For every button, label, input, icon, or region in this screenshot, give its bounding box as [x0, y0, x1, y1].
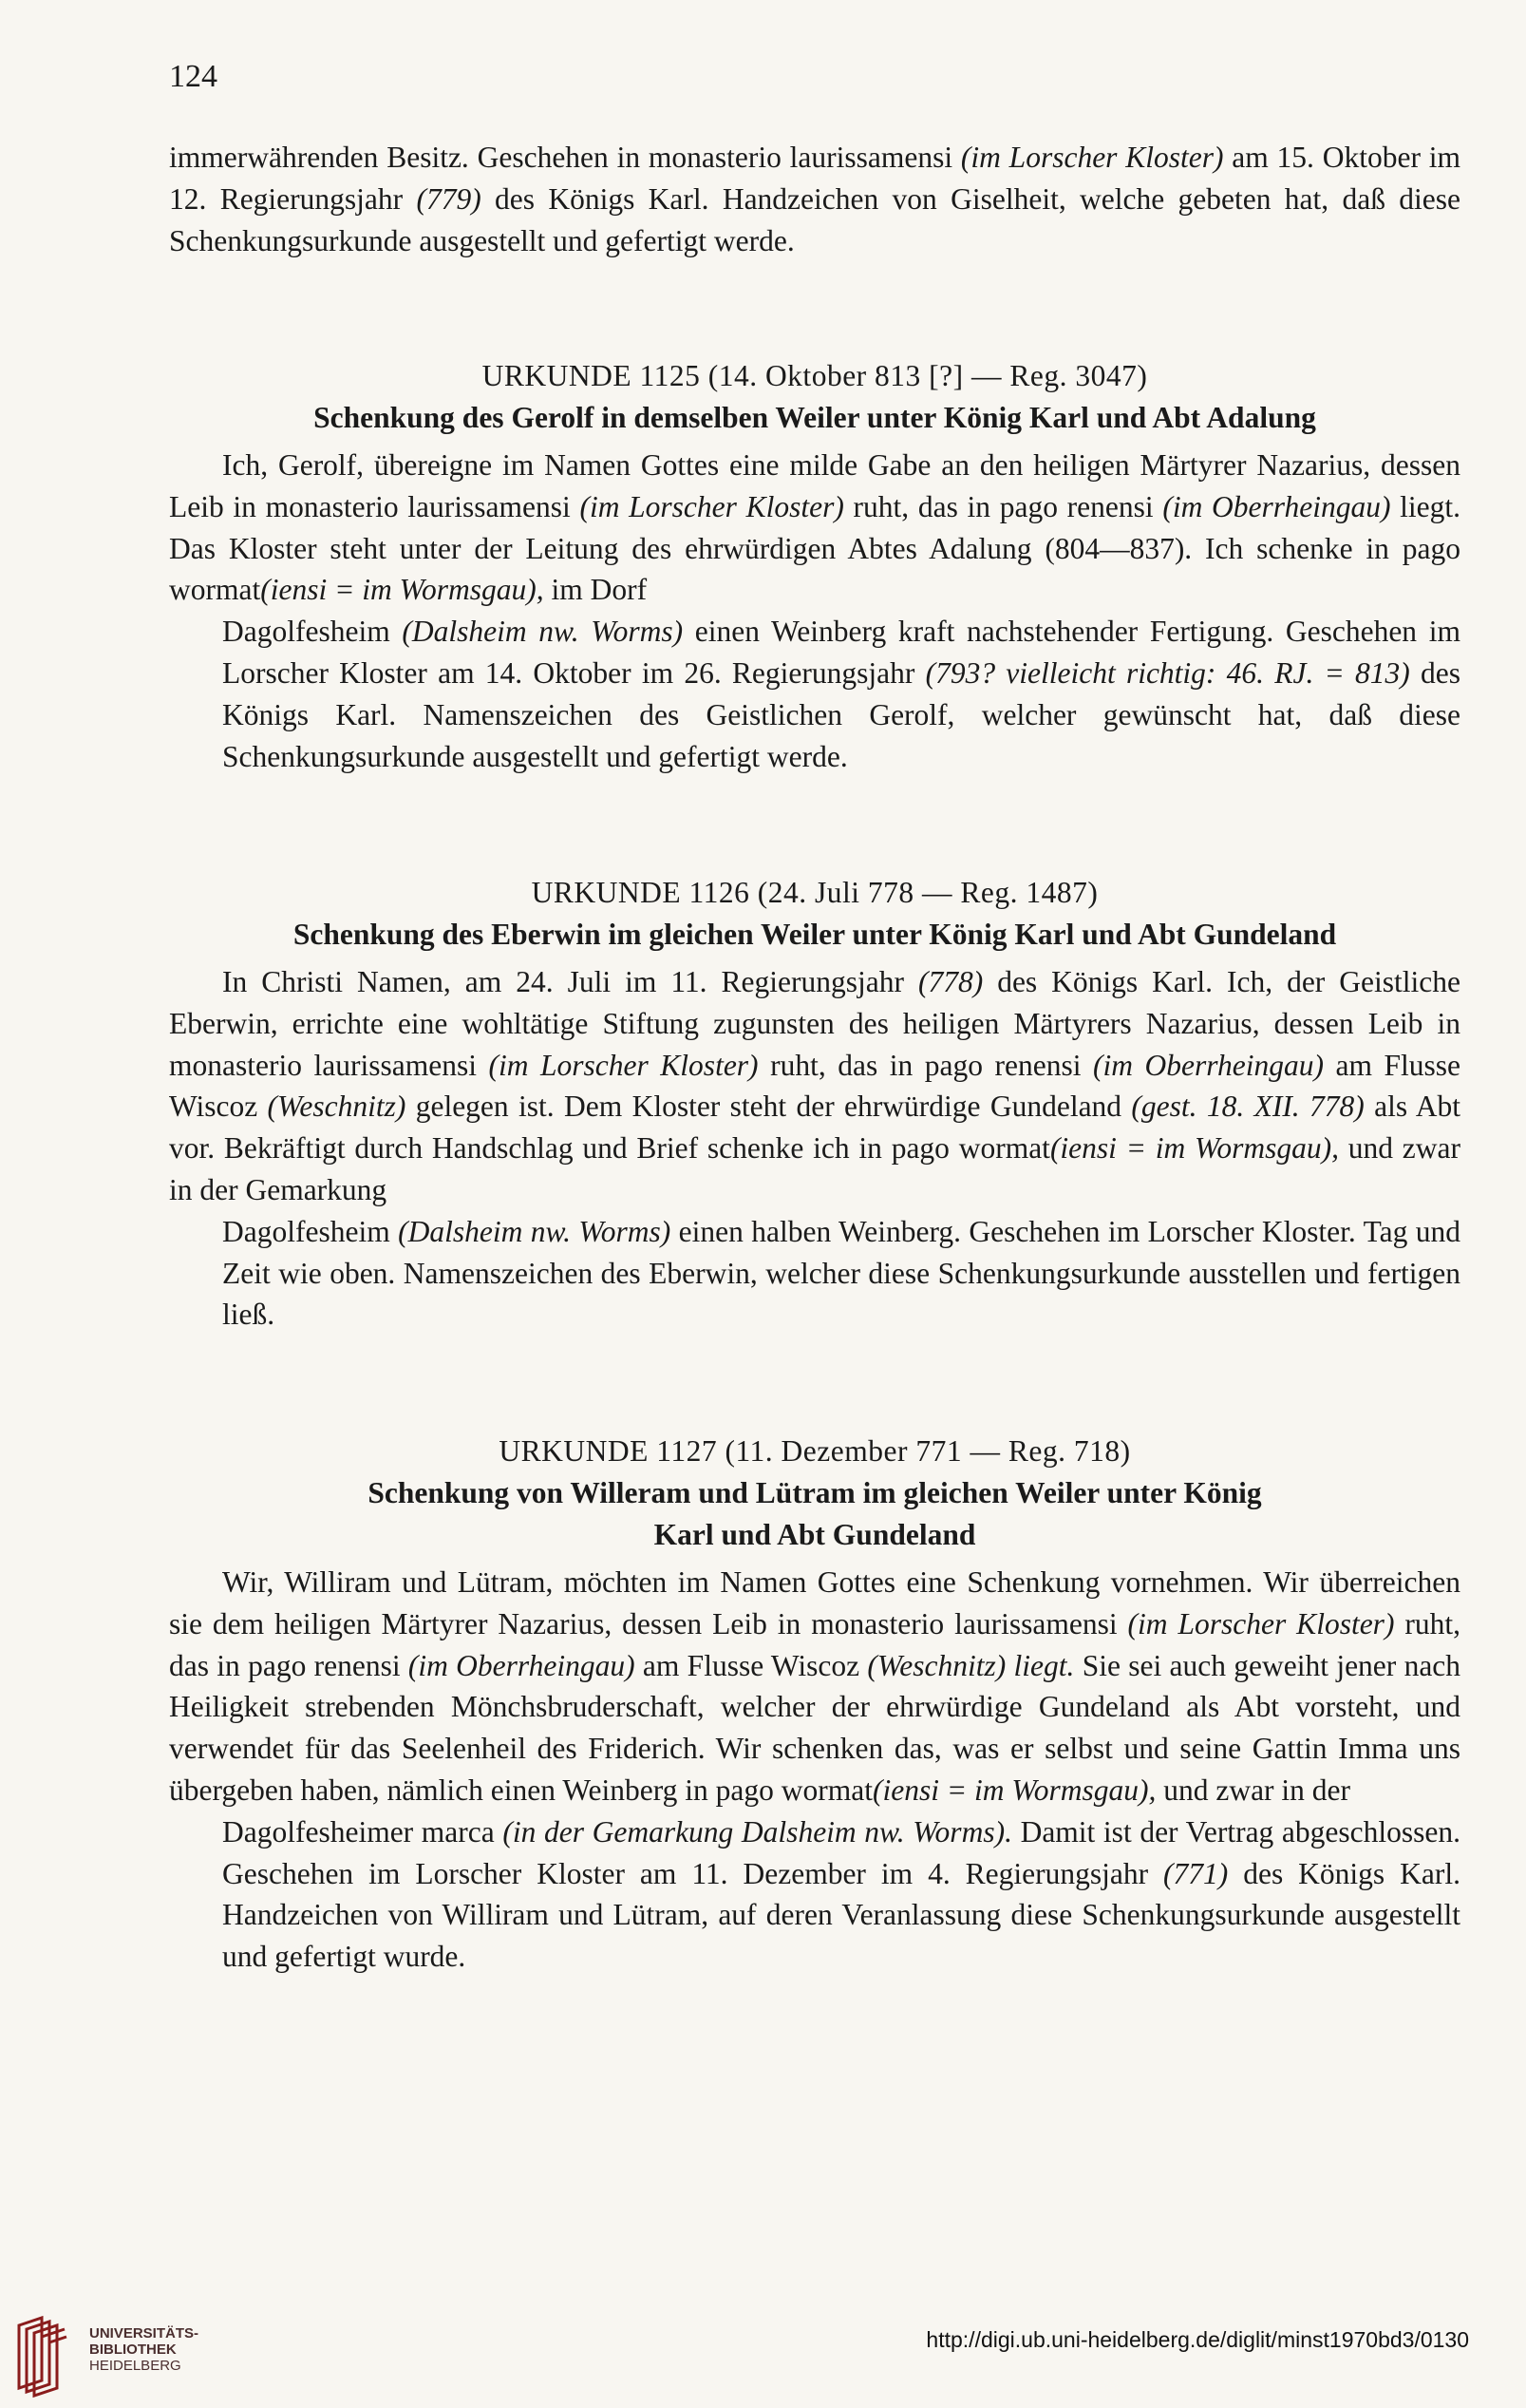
logo-graphic [13, 2314, 72, 2399]
editorial-note: (iensi = im Wormsgau), [260, 573, 544, 607]
urkunde-1126-body [169, 961, 1460, 1336]
urkunde-1125-subheading: Schenkung des Gerolf in demselben Weiler unter König Karl und Abt Adalung [313, 401, 1316, 434]
source-url-link[interactable]: http://digi.ub.uni-heidelberg.de/diglit/minst1970bd3/0130 [926, 2327, 1469, 2352]
paragraph: Dagolfesheim (Dalsheim nw. Worms) einen halben Weinberg. Geschehen im Lorscher Kloster. Tag und Zeit wie oben. Namenszeichen des Eberwin, welcher diese Schenkungsurkunde ausstellen und fertigen ließ. [222, 1214, 1460, 1332]
urkunde-1126-subheading: Schenkung des Eberwin im gleichen Weiler unter König Karl und Abt Gundeland [292, 918, 1337, 951]
urkunde-1125-heading: URKUNDE 1125 (14. Oktober 813 [?] — Reg. 3047) [481, 359, 1148, 392]
editorial-note: (gest. 18. XII. 778) [1131, 1090, 1365, 1124]
editorial-note: (im Lorscher Kloster) [1127, 1606, 1395, 1640]
editorial-note: (im Lorscher Kloster) [579, 489, 844, 523]
editorial-note: (im Lorscher Kloster) [488, 1048, 759, 1082]
editorial-note: (771) [1163, 1856, 1229, 1890]
library-name [89, 2325, 198, 2374]
editorial-note: (iensi = im Wormsgau), [1049, 1131, 1339, 1166]
library-name-line1: UNIVERSITÄTS- [89, 2325, 199, 2342]
paragraph: Ich, Gerolf, übereigne im Namen Gottes eine milde Gabe an den heiligen Märtyrer Nazarius, dessen Leib in monasterio laurissamensi (im Lorscher Kloster) ruht, das in pago renensi (im Oberrheingau) liegt. Das Kloster steht unter der Leitung des ehrwürdigen Abtes Adalung (804—837). Ich schenke in pago wormat(iensi = im Wormsgau), im Dorf [169, 448, 1460, 607]
urkunde-1127-subheading-line2: Karl und Abt Gundeland [653, 1518, 976, 1551]
urkunde-1125-body [169, 445, 1460, 777]
paragraph: Wir, Williram und Lütram, möchten im Namen Gottes eine Schenkung vornehmen. Wir überreichen sie dem heiligen Märtyrer Nazarius, dessen Leib in monasterio laurissamensi (im Lorscher Kloster) ruht, das in pago renensi (im Oberrheingau) am Flusse Wiscoz (Weschnitz) liegt. Sie sei auch geweiht jener nach Heiligkeit strebenden Mönchsbruderschaft, welcher der ehrwürdige Gundeland als Abt vorsteht, und verwendet für das Seelenheil des Friderich. Wir schenken das, was er selbst und seine Gattin Imma uns übergeben haben, nämlich einen Weinberg in pago wormat(iensi = im Wormsgau), und zwar in der [169, 1565, 1461, 1807]
urkunde-1127-heading: URKUNDE 1127 (11. Dezember 771 — Reg. 718) [499, 1434, 1131, 1468]
paragraph: Dagolfesheimer marca (in der Gemarkung Dalsheim nw. Worms). Damit ist der Vertrag abgeschlossen. Geschehen im Lorscher Kloster am 11. Dezember im 4. Regierungsjahr (771) des Königs Karl. Handzeichen von Williram und Lütram, auf deren Veranlassung diese Schenkungsurkunde ausgestellt und gefertigt wurde. [222, 1814, 1460, 1974]
editorial-note: (793? vielleicht richtig: 46. RJ. = 813) [925, 655, 1410, 690]
library-name-line2: BIBLIOTHEK [89, 2342, 177, 2358]
editorial-note: (Weschnitz) liegt. [867, 1648, 1075, 1682]
page-footer [0, 2280, 1526, 2408]
editorial-note: (Weschnitz) [267, 1090, 406, 1124]
editorial-note: (779) [416, 181, 481, 216]
editorial-note: (Dalsheim nw. Worms) [402, 615, 684, 649]
paragraph: Dagolfesheim (Dalsheim nw. Worms) einen Weinberg kraft nachstehender Fertigung. Geschehen im Lorscher Kloster am 14. Oktober im 26. Regierungsjahr (793? vielleicht richtig: 46. RJ. = 813) des Königs Karl. Namenszeichen des Geistlichen Gerolf, welcher gewünscht hat, daß diese Schenkungsurkunde ausgestellt und gefertigt werde. [222, 615, 1460, 773]
urkunde-1127-subheading-line1: Schenkung von Willeram und Lütram im gleichen Weiler unter König [367, 1476, 1262, 1509]
ub-heidelberg-logo-icon[interactable] [13, 2314, 72, 2399]
urkunde-1127-body [169, 1562, 1460, 1978]
editorial-note: (im Oberrheingau) [1093, 1048, 1324, 1082]
editorial-note: (in der Gemarkung Dalsheim nw. Worms). [502, 1814, 1012, 1849]
page-number: 124 [169, 59, 217, 94]
editorial-note: (im Lorscher Kloster) [960, 141, 1224, 174]
library-name-line3: HEIDELBERG [89, 2358, 181, 2374]
editorial-note: (778) [917, 965, 984, 998]
intro-paragraph: immerwährenden Besitz. Geschehen in monasterio laurissamensi (im Lorscher Kloster) am 15. Oktober im 12. Regierungsjahr (779) des Königs Karl. Handzeichen von Giselheit, welche gebeten hat, daß diese Schenkungsurkunde ausgestellt und gefertigt werde. [169, 141, 1460, 257]
editorial-note: (iensi = im Wormsgau), [873, 1773, 1157, 1807]
editorial-note: (im Oberrheingau) [1162, 489, 1391, 523]
urkunde-1126-heading: URKUNDE 1126 (24. Juli 778 — Reg. 1487) [531, 876, 1099, 909]
paragraph: In Christi Namen, am 24. Juli im 11. Regierungsjahr (778) des Königs Karl. Ich, der Geistliche Eberwin, errichte eine wohltätige Stiftung zugunsten des heiligen Märtyrers Nazarius, dessen Leib in monasterio laurissamensi (im Lorscher Kloster) ruht, das in pago renensi (im Oberrheingau) am Flusse Wiscoz (Weschnitz) gelegen ist. Dem Kloster steht der ehrwürdige Gundeland (gest. 18. XII. 778) als Abt vor. Bekräftigt durch Handschlag und Brief schenke ich in pago wormat(iensi = im Wormsgau), und zwar in der Gemarkung [169, 965, 1461, 1206]
editorial-note: (im Oberrheingau) [407, 1648, 635, 1682]
editorial-note: (Dalsheim nw. Worms) [398, 1214, 671, 1248]
